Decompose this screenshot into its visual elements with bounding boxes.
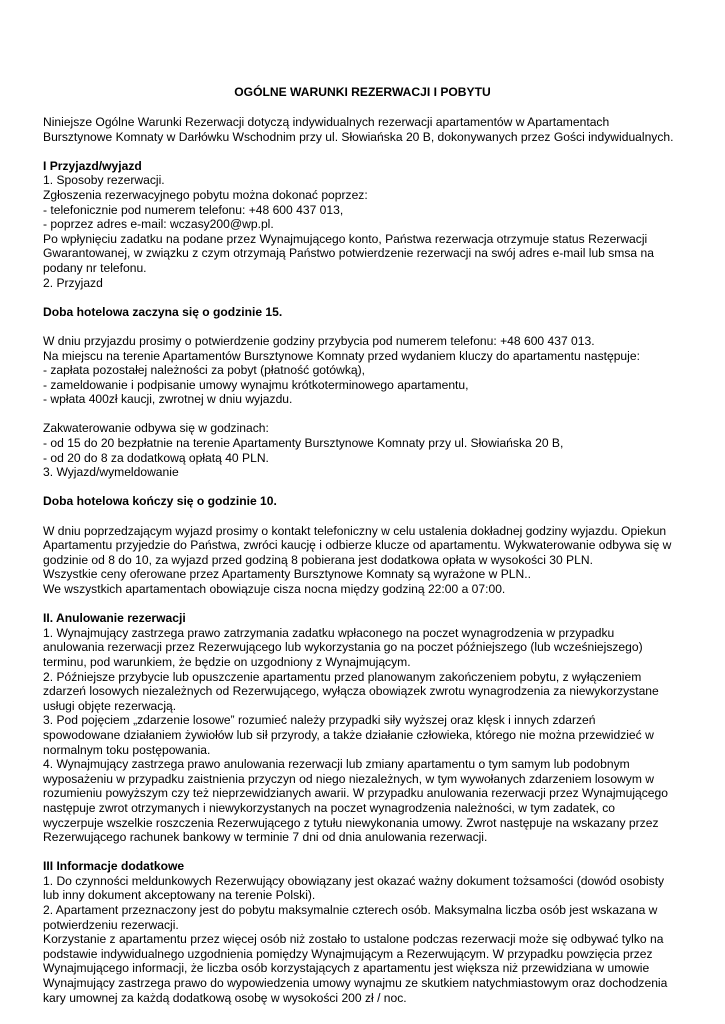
text-line: 3. Pod pojęciem „zdarzenie losowe” rozumieć należy przypadki siły wyższej oraz klęsk i innych zdarzeń bbox=[43, 713, 596, 728]
text-line: podany nr telefonu. bbox=[43, 260, 147, 275]
text-line: Zakwaterowanie odbywa się w godzinach: bbox=[43, 421, 269, 436]
text-line: normalnym toku postępowania. bbox=[43, 742, 211, 757]
section-heading: II. Anulowanie rezerwacji bbox=[43, 611, 186, 626]
text-line: podstawie indywidualnego uzgodnienia pomiędzy Wynajmującym a Rezerwującym. W przypadku powzięcia przez bbox=[43, 946, 653, 961]
text-line: - wpłata 400zł kaucji, zwrotnej w dniu wyjazdu. bbox=[43, 392, 293, 407]
text-line: godzinie od 8 do 10, za wyjazd przed godziną 8 pobierana jest dodatkowa opłata w wysokości 30 PLN. bbox=[43, 552, 593, 567]
text-line: wyposażeniu w przypadku zaistnienia przyczyn od niego niezależnych, w tym wywołanych zdarzeniem losowym w bbox=[43, 771, 655, 786]
text-line: zdarzeń losowych niezależnych od Rezerwującego, wyłącza obowiązek zwrotu wynagrodzenia za niewykorzystane bbox=[43, 684, 659, 699]
text-line: Po wpłynięciu zadatku na podane przez Wynajmującego konto, Państwa rezerwacja otrzymuje status Rezerwacji bbox=[43, 231, 648, 246]
text-line: Wynajmujący zastrzega prawo do wypowiedzenia umowy wynajmu ze skutkiem natychmiastowym oraz dochodzenia bbox=[43, 976, 668, 991]
section-heading: III Informacje dodatkowe bbox=[43, 859, 185, 874]
paragraph-spacer bbox=[43, 144, 693, 159]
paragraph-spacer bbox=[43, 845, 693, 860]
text-line: Apartamentu przyjedzie do Państwa, zwróci kaucję i odbierze klucze od apartamentu. Wykwaterowanie odbywa się w bbox=[43, 538, 672, 553]
text-line: anulowania rezerwacji przez Rezerwującego lub wykorzystania go na poczet późniejszego (lub wcześniejszego) bbox=[43, 640, 643, 655]
text-line: usługi objęte rezerwacją. bbox=[43, 698, 177, 713]
document-body bbox=[43, 115, 693, 1005]
section-heading: Doba hotelowa kończy się o godzinie 10. bbox=[43, 494, 277, 509]
text-line: Korzystanie z apartamentu przez więcej osób niż zostało to ustalone podczas rezerwacji może się odbywać tylko na bbox=[43, 932, 664, 947]
text-line: We wszystkich apartamentach obowiązuje cisza nocna między godziną 22:00 a 07:00. bbox=[43, 582, 506, 596]
text-line: 2. Późniejsze przybycie lub opuszczenie apartamentu przed planowanym zakończeniem pobytu, z wyłączeniem bbox=[43, 669, 642, 684]
paragraph-spacer bbox=[43, 480, 693, 495]
text-line: - od 20 do 8 za dodatkową opłatą 40 PLN. bbox=[43, 450, 269, 465]
text-line: - zameldowanie i podpisanie umowy wynajmu krótkoterminowego apartamentu, bbox=[43, 377, 469, 392]
text-line: - od 15 do 20 bezpłatnie na terenie Apartamenty Bursztynowe Komnaty przy ul. Słowiańska 20 B, bbox=[43, 436, 564, 451]
text-line: wyczerpuje wszelkie roszczenia Rezerwującego z tytułu niewykonania umowy. Zwrot następuje na wskazany przez bbox=[43, 815, 659, 830]
section-heading: Doba hotelowa zaczyna się o godzinie 15. bbox=[43, 304, 283, 319]
text-line: rozumieniu powyższym czy też nieprzewidzianych awarii. W przypadku anulowania rezerwacji przez Wynajmującego bbox=[43, 786, 668, 801]
section-heading: I Przyjazd/wyjazd bbox=[43, 158, 142, 173]
paragraph-spacer bbox=[43, 407, 693, 422]
paragraph-spacer bbox=[43, 319, 693, 334]
document-title: OGÓLNE WARUNKI REZERWACJI I POBYTU bbox=[234, 85, 491, 99]
text-line: następuje zwrot otrzymanych i niewykorzystanych na poczet wynagrodzenia należności, w tym zadatek, co bbox=[43, 800, 616, 815]
text-line: Rezerwującego rachunek bankowy w terminie 7 dni od dnia anulowania rezerwacji. bbox=[43, 830, 488, 845]
text-line: 2. Apartament przeznaczony jest do pobytu maksymalnie czterech osób. Maksymalna liczba osób jest wskazana w bbox=[43, 903, 658, 918]
text-line: kary umownej za każdą dodatkową osobę w wysokości 200 zł / noc. bbox=[43, 990, 407, 1005]
text-line: terminu, pod warunkiem, że będzie on uzgodniony z Wynajmującym. bbox=[43, 654, 411, 669]
paragraph-spacer bbox=[43, 509, 693, 524]
text-line: Zgłoszenia rezerwacyjnego pobytu można dokonać poprzez: bbox=[43, 187, 368, 202]
text-line: W dniu poprzedzającym wyjazd prosimy o kontakt telefoniczny w celu ustalenia dokładnej godziny wyjazdu. Opiekun bbox=[43, 523, 667, 538]
text-line: Gwarantowanej, w związku z czym otrzymają Państwo potwierdzenie rezerwacji na swój adres e-mail lub smsa na bbox=[43, 246, 654, 261]
text-line: 1. Wynajmujący zastrzega prawo zatrzymania zadatku wpłaconego na poczet wynagrodzenia w przypadku bbox=[43, 625, 615, 640]
text-line: 1. Do czynności meldunkowych Rezerwujący obowiązany jest okazać ważny dokument tożsamości (dowód osobisty bbox=[43, 873, 665, 888]
text-line: spowodowane działaniem żywiołów lub sił przyrody, a także działanie człowieka, którego nie można przewidzieć w bbox=[43, 727, 654, 742]
text-line: 2. Przyjazd bbox=[43, 275, 103, 290]
text-line: - poprzez adres e-mail: wczasy200@wp.pl. bbox=[43, 217, 274, 232]
paragraph-spacer bbox=[43, 597, 693, 612]
text-line: Niniejsze Ogólne Warunki Rezerwacji dotyczą indywidualnych rezerwacji apartamentów w Apartamentach bbox=[43, 115, 610, 129]
text-line: 1. Sposoby rezerwacji. bbox=[43, 173, 165, 188]
text-line: 4. Wynajmujący zastrzega prawo anulowania rezerwacji lub zmiany apartamentu o tym samym lub podobnym bbox=[43, 757, 630, 772]
text-line: - zapłata pozostałej należności za pobyt (płatność gotówką), bbox=[43, 363, 366, 378]
text-line: Wynajmującego informacji, że liczba osób korzystających z apartamentu jest większa niż przewidziana w umowie bbox=[43, 961, 650, 976]
text-line: Na miejscu na terenie Apartamentów Bursztynowe Komnaty przed wydaniem kluczy do apartamentu następuje: bbox=[43, 348, 640, 363]
text-line: - telefonicznie pod numerem telefonu: +48 600 437 013, bbox=[43, 202, 344, 217]
text-line: Bursztynowe Komnaty w Darłówku Wschodnim przy ul. Słowiańska 20 B, dokonywanych przez Gości indywidualnych. bbox=[43, 129, 674, 144]
text-line: potwierdzeniu rezerwacji. bbox=[43, 917, 179, 932]
paragraph-spacer bbox=[43, 290, 693, 305]
text-line: 3. Wyjazd/wymeldowanie bbox=[43, 465, 179, 480]
text-line: lub inny dokument akceptowany na terenie Polski). bbox=[43, 888, 316, 903]
text-line: Wszystkie ceny oferowane przez Apartamenty Bursztynowe Komnaty są wyrażone w PLN.. bbox=[43, 567, 531, 582]
text-line: W dniu przyjazdu prosimy o potwierdzenie godziny przybycia pod numerem telefonu: +48 600 437 013. bbox=[43, 333, 595, 348]
